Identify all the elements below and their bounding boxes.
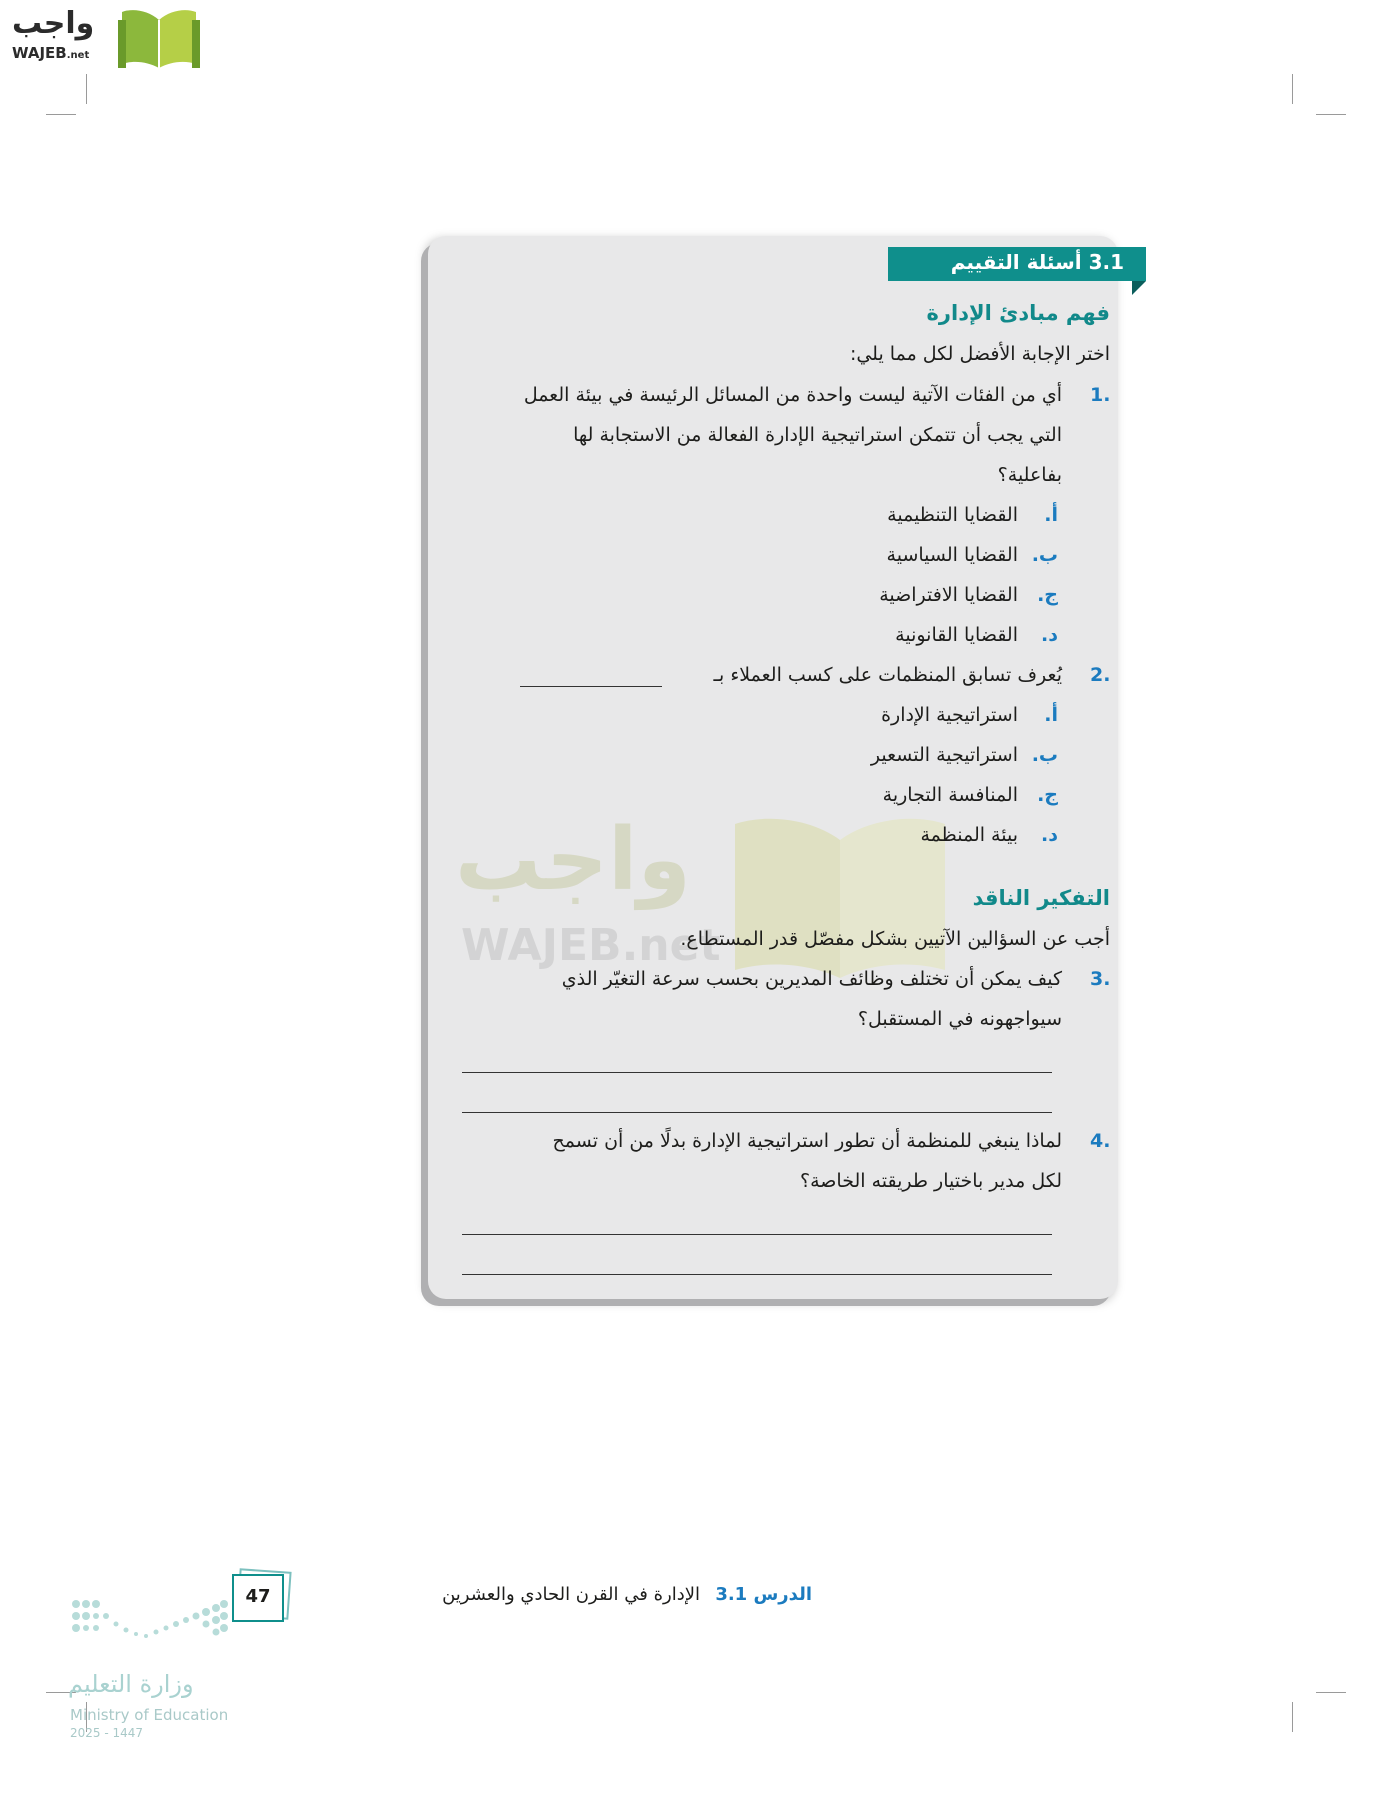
ministry-arabic: وزارة التعليم: [68, 1670, 194, 1698]
crop-mark: [46, 114, 76, 115]
option-text[interactable]: المنافسة التجارية: [882, 784, 1018, 806]
option-text[interactable]: استراتيجية التسعير: [870, 744, 1018, 766]
question-1-line-2: التي يجب أن تتمكن استراتيجية الإدارة الفعالة من الاستجابة لها: [573, 424, 1062, 446]
question-3-line-2: سيواجهونه في المستقبل؟: [857, 1008, 1062, 1030]
page-number-box: [232, 1574, 284, 1622]
question-2-text: يُعرف تسابق المنظمات على كسب العملاء بـ: [713, 664, 1062, 686]
question-1-line-3: بفاعلية؟: [997, 464, 1062, 486]
assessment-banner: [888, 247, 1146, 281]
section-title-principles: فهم مبادئ الإدارة: [926, 301, 1110, 325]
option-text[interactable]: القضايا الافتراضية: [879, 584, 1018, 606]
option-letter: ب.: [1031, 544, 1058, 566]
option-letter: ج.: [1037, 784, 1058, 806]
section-instruction: أجب عن السؤالين الآتيين بشكل مفصّل قدر المستطاع.: [680, 928, 1110, 950]
option-letter: ب.: [1031, 744, 1058, 766]
logo-arabic: واجب: [12, 6, 95, 41]
option-text[interactable]: بيئة المنظمة: [920, 824, 1018, 846]
lesson-title: الإدارة في القرن الحادي والعشرين: [442, 1584, 700, 1605]
option-letter: د.: [1041, 624, 1058, 646]
crop-mark: [1316, 114, 1346, 115]
question-number: 2.: [1090, 664, 1111, 686]
option-text[interactable]: القضايا التنظيمية: [887, 504, 1018, 526]
crop-mark: [1292, 1702, 1293, 1732]
answer-line[interactable]: [462, 1274, 1052, 1275]
banner-fold: [1132, 281, 1146, 295]
crop-mark: [86, 74, 87, 104]
ministry-year: 2025 - 1447: [70, 1726, 144, 1740]
option-text[interactable]: استراتيجية الإدارة: [881, 704, 1018, 726]
question-1-line-1: أي من الفئات الآتية ليست واحدة من المسائل الرئيسة في بيئة العمل: [523, 384, 1062, 406]
option-letter: د.: [1041, 824, 1058, 846]
option-letter: أ.: [1044, 504, 1058, 526]
option-letter: أ.: [1044, 704, 1058, 726]
book-icon: [118, 6, 200, 68]
ministry-dots-logo: [70, 1596, 230, 1650]
fill-in-blank[interactable]: [520, 686, 662, 687]
watermark-arabic: واجب: [455, 810, 691, 910]
question-4-line-1: لماذا ينبغي للمنظمة أن تطور استراتيجية الإدارة بدلًا من أن تسمح: [552, 1130, 1062, 1152]
question-3-line-1: كيف يمكن أن تختلف وظائف المديرين بحسب سرعة التغيّر الذي: [561, 968, 1062, 990]
banner-title: 3.1 أسئلة التقييم: [950, 250, 1124, 274]
option-text[interactable]: القضايا السياسية: [886, 544, 1018, 566]
watermark: [455, 810, 975, 980]
crop-mark: [1316, 1692, 1346, 1693]
logo-latin: WAJEB.net: [12, 44, 90, 62]
answer-line[interactable]: [462, 1112, 1052, 1113]
answer-line[interactable]: [462, 1072, 1052, 1073]
section-title-critical-thinking: التفكير الناقد: [972, 886, 1110, 910]
ministry-english: Ministry of Education: [70, 1706, 229, 1724]
answer-line[interactable]: [462, 1234, 1052, 1235]
question-4-line-2: لكل مدير باختيار طريقته الخاصة؟: [800, 1170, 1062, 1192]
question-number: 1.: [1090, 384, 1111, 406]
page-number: 47: [245, 1586, 271, 1607]
option-letter: ج.: [1037, 584, 1058, 606]
question-number: 4.: [1090, 1130, 1111, 1152]
section-instruction: اختر الإجابة الأفضل لكل مما يلي:: [849, 343, 1110, 365]
question-number: 3.: [1090, 968, 1111, 990]
lesson-label: الدرس 3.1: [715, 1584, 812, 1605]
wajeb-logo[interactable]: [12, 6, 192, 66]
crop-mark: [1292, 74, 1293, 104]
option-text[interactable]: القضايا القانونية: [895, 624, 1018, 646]
watermark-latin: WAJEB.net: [461, 920, 721, 971]
